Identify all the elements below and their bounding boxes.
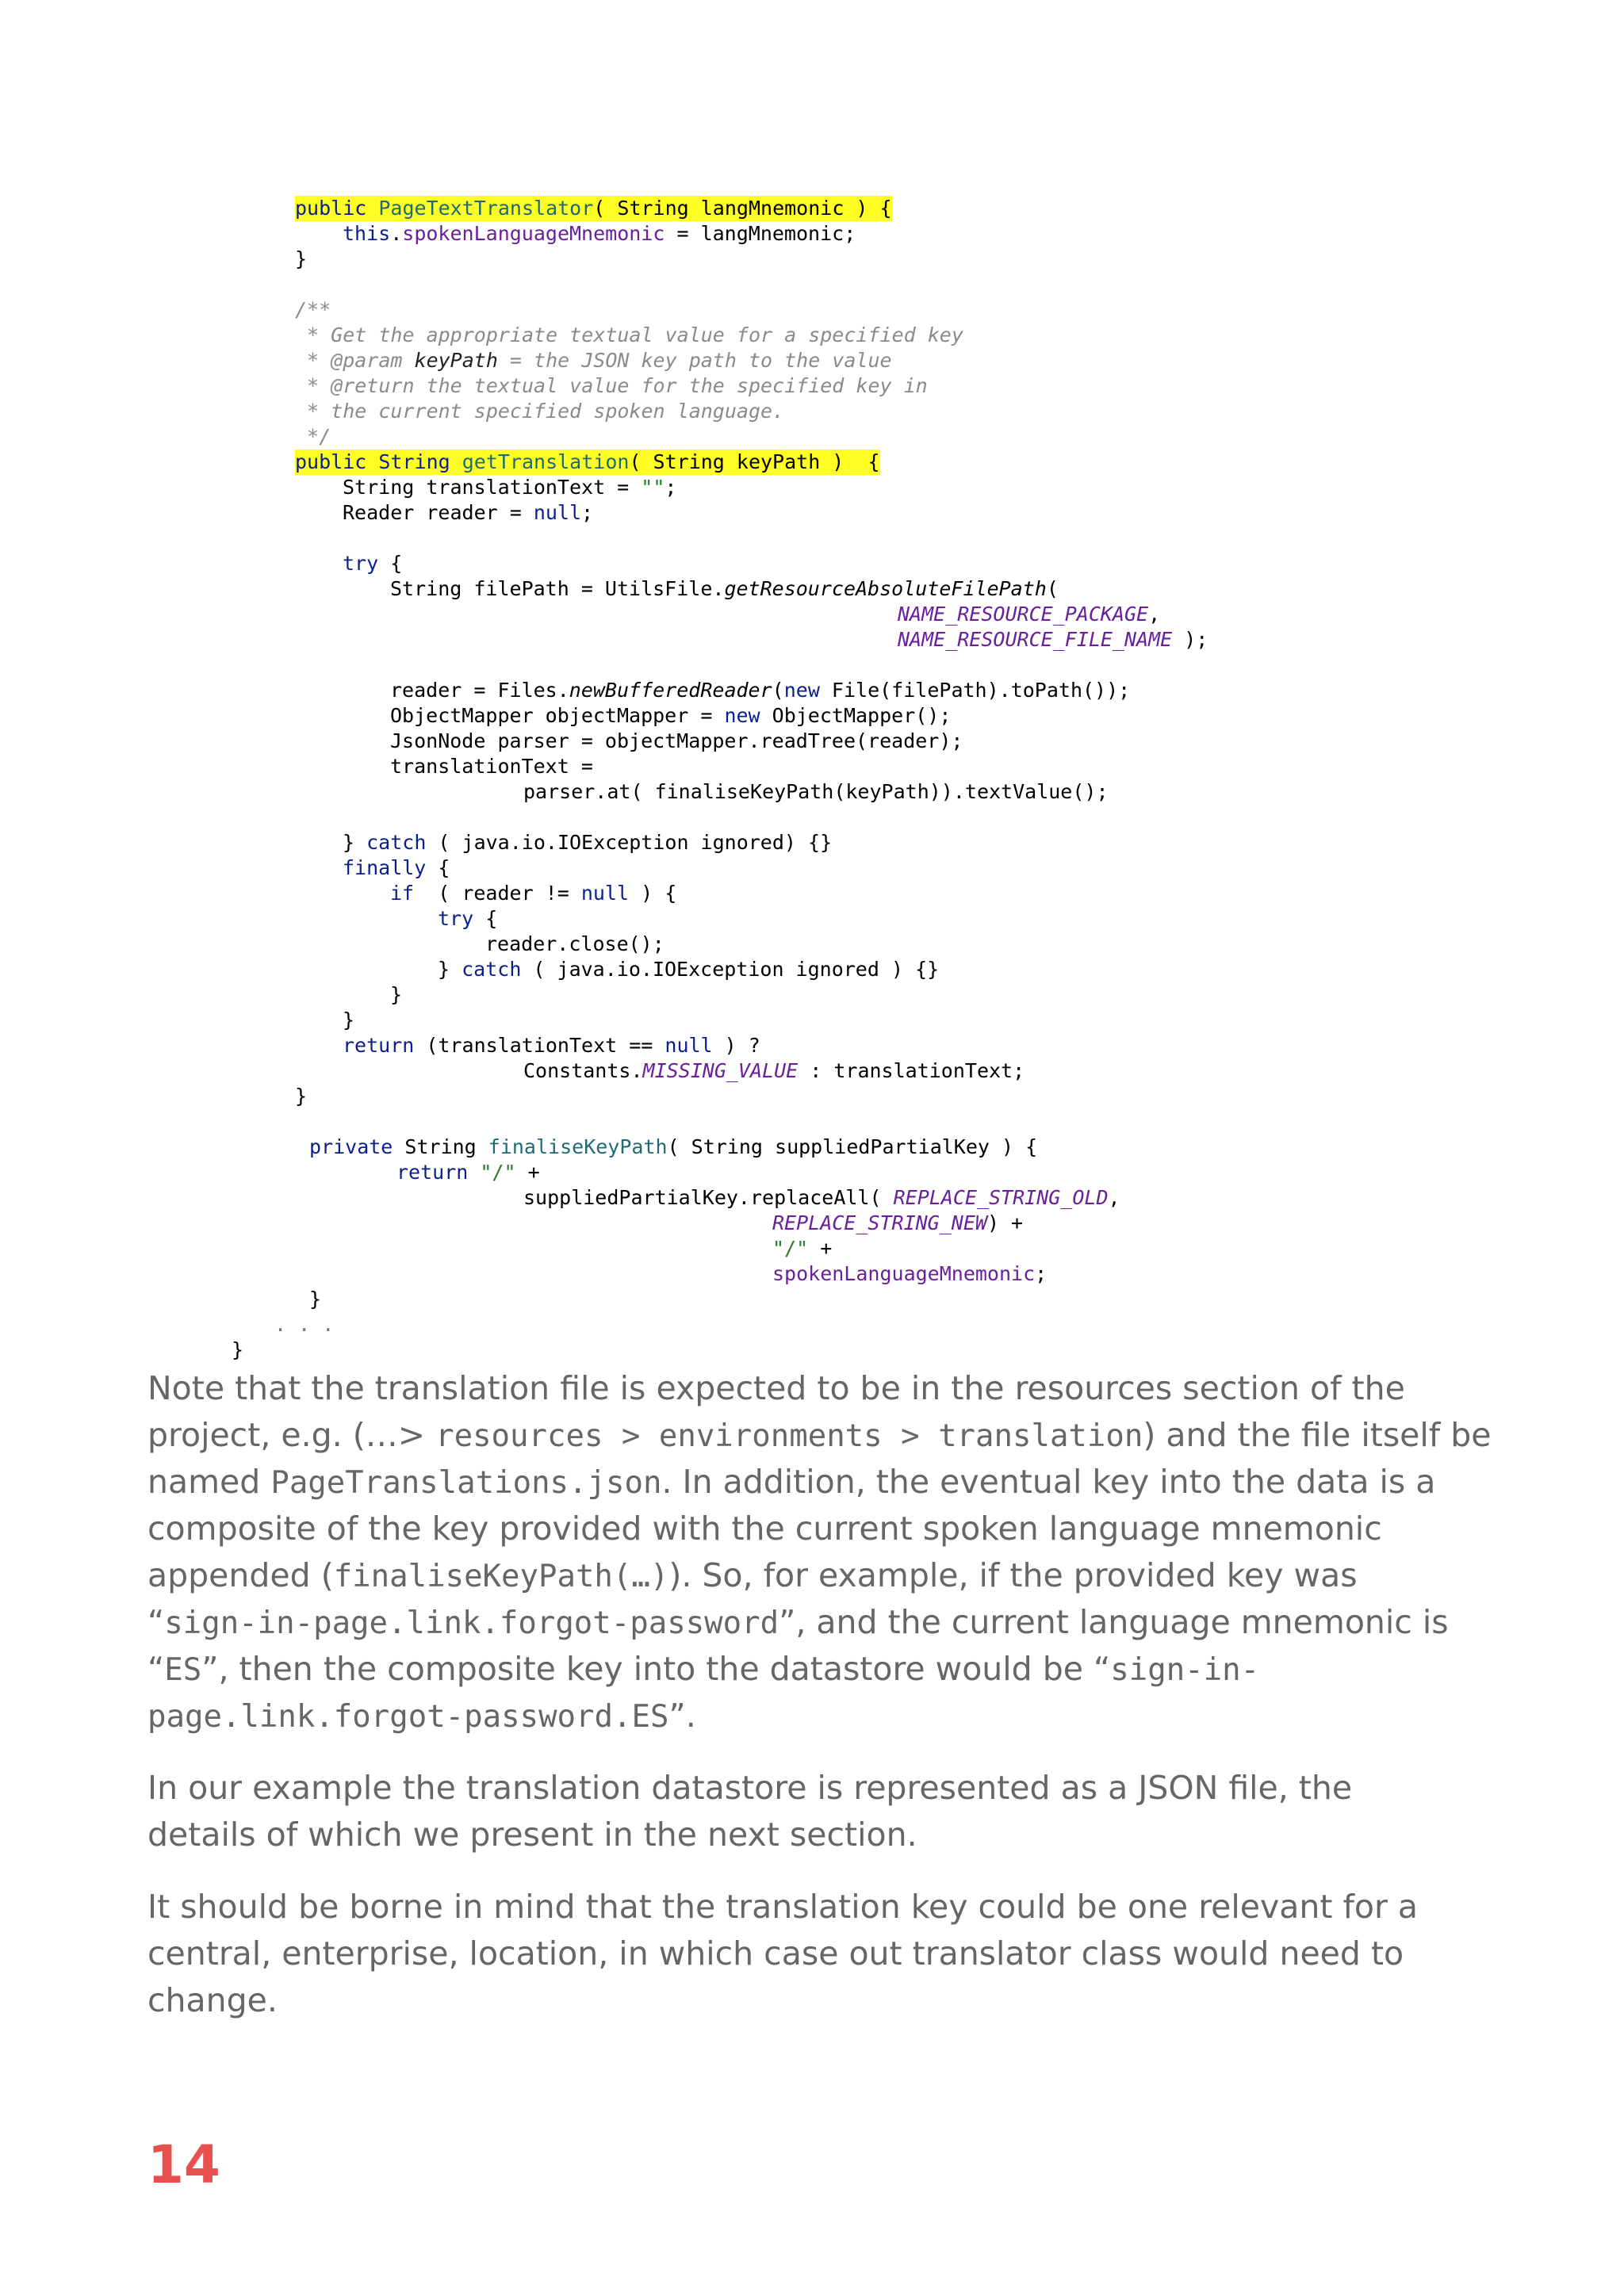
constructor-signature: public PageTextTranslator( String langMnemonic ) {: [295, 197, 892, 220]
code-line: translationText =: [390, 755, 593, 778]
code-line: NAME_RESOURCE_PACKAGE,: [898, 603, 1161, 626]
code-line: }: [343, 1008, 355, 1031]
code-line: }: [295, 247, 308, 270]
code-line: JsonNode parser = objectMapper.readTree(reader);: [390, 729, 963, 752]
paragraph-line: details of which we present in the next section.: [147, 1816, 917, 1854]
code-line: finally {: [343, 856, 450, 879]
code-line: String translationText = "";: [343, 476, 677, 499]
code-ellipsis: . . .: [274, 1313, 335, 1336]
code-line: REPLACE_STRING_NEW) +: [772, 1211, 1024, 1234]
paragraph-line: appended (finaliseKeyPath(…)). So, for example, if the provided key was: [147, 1556, 1358, 1594]
code-line: spokenLanguageMnemonic;: [772, 1262, 1048, 1285]
code-line: } catch ( java.io.IOException ignored ) {}: [438, 958, 940, 981]
code-line: if ( reader != null ) {: [390, 882, 677, 905]
javadoc-comment: * @return the textual value for the specified key in: [295, 374, 928, 397]
code-line: }: [295, 1085, 308, 1108]
code-line: suppliedPartialKey.replaceAll( REPLACE_STRING_OLD,: [523, 1186, 1120, 1209]
code-line: ObjectMapper objectMapper = new ObjectMapper();: [390, 704, 952, 727]
paragraph-line: Note that the translation file is expected to be in the resources section of the: [147, 1369, 1405, 1407]
paragraph-line: change.: [147, 1981, 278, 2019]
paragraph-line: page.link.forgot-password.ES”.: [147, 1697, 696, 1735]
javadoc-comment: * @param keyPath = the JSON key path to the value: [295, 349, 892, 372]
code-line: reader = Files.newBufferedReader(new File(filePath).toPath());: [390, 679, 1131, 702]
javadoc-comment: * Get the appropriate textual value for a specified key: [295, 323, 963, 346]
paragraph-line: It should be borne in mind that the translation key could be one relevant for a: [147, 1888, 1419, 1926]
code-line: reader.close();: [485, 932, 665, 955]
code-line: return "/" +: [396, 1161, 540, 1184]
method-signature: public String getTranslation( String keyPath ) {: [295, 450, 880, 473]
paragraph-line: “ES”, then the composite key into the datastore would be “sign-in-: [147, 1650, 1260, 1688]
code-line: private String finaliseKeyPath( String suppliedPartialKey ) {: [309, 1135, 1038, 1158]
paragraph-line: In our example the translation datastore is represented as a JSON file, the: [147, 1769, 1353, 1807]
page-number: 14: [147, 2134, 220, 2195]
code-line: } catch ( java.io.IOException ignored) {}: [343, 831, 833, 854]
paragraph-line: “sign-in-page.link.forgot-password”, and the current language mnemonic is: [147, 1603, 1449, 1641]
paragraph-line: central, enterprise, location, in which case out translator class would need to: [147, 1934, 1404, 1973]
code-line: Reader reader = null;: [343, 501, 594, 524]
code-line: try {: [343, 552, 403, 575]
code-line: "/" +: [772, 1237, 833, 1260]
code-line: }: [232, 1338, 244, 1361]
javadoc-comment: * the current specified spoken language.: [295, 400, 785, 423]
code-line: Constants.MISSING_VALUE : translationText;: [523, 1059, 1025, 1082]
javadoc-comment: /**: [295, 298, 331, 321]
code-line: }: [309, 1288, 322, 1311]
code-line: parser.at( finaliseKeyPath(keyPath)).textValue();: [523, 780, 1109, 803]
paragraph-line: named PageTranslations.json. In addition, the eventual key into the data is a: [147, 1463, 1436, 1501]
paragraph-line: composite of the key provided with the current spoken language mnemonic: [147, 1510, 1382, 1548]
code-line: String filePath = UtilsFile.getResourceAbsoluteFilePath(: [390, 577, 1059, 600]
javadoc-comment: */: [295, 425, 331, 448]
paragraph-line: project, e.g. (…> resources > environments > translation) and the file itself be: [147, 1416, 1492, 1454]
code-line: return (translationText == null ) ?: [343, 1034, 760, 1057]
code-line: NAME_RESOURCE_FILE_NAME );: [898, 628, 1208, 651]
code-line: try {: [438, 907, 498, 930]
code-line: }: [390, 983, 403, 1006]
code-line: this.spokenLanguageMnemonic = langMnemonic;: [343, 222, 856, 245]
